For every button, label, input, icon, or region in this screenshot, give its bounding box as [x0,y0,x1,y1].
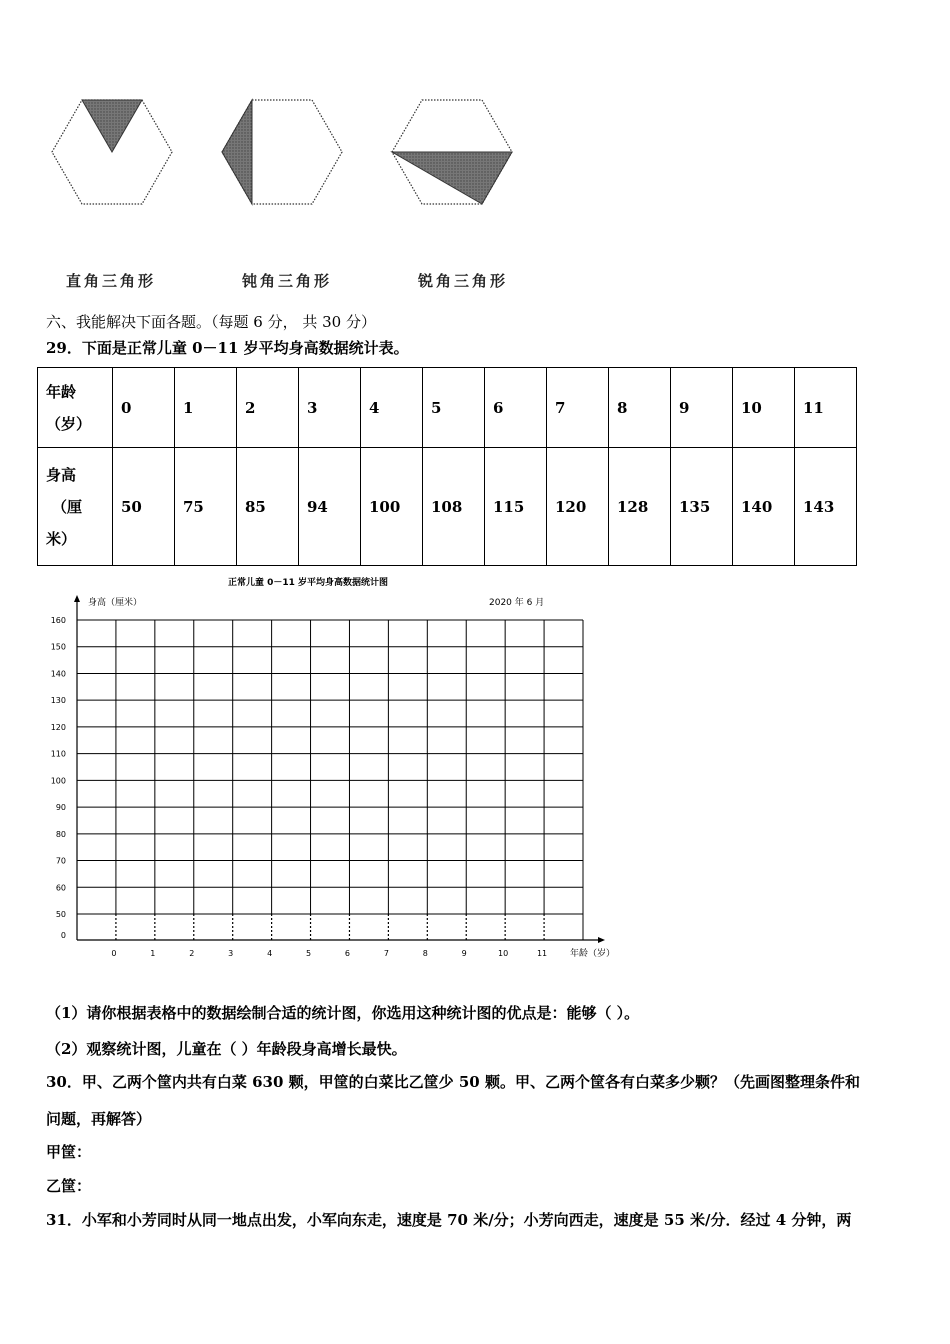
y-tick-label: 60 [55,883,66,893]
question-29-title: 29．下面是正常儿童 0－11 岁平均身高数据统计表。 [46,339,409,357]
table-cell: 94 [299,448,361,566]
y-tick-label: 50 [55,910,66,919]
height-data-table [37,367,857,566]
table-cell: 3 [299,368,361,448]
x-tick-label: 10 [498,949,509,958]
x-tick-label: 0 [111,949,117,958]
question-30-jia: 甲筐： [46,1143,92,1161]
hexagon-acute-triangle [392,100,512,204]
age-header [38,368,113,448]
table-cell: 7 [547,368,609,448]
y-tick-label: 100 [50,776,66,786]
x-tick-label: 11 [536,949,548,958]
hexagon-figures [40,90,540,220]
table-cell: 100 [361,448,423,566]
chart-y-ticks [51,616,66,940]
question-31-line1: 31．小军和小芳同时从同一地点出发，小军向东走，速度是 70 米/分；小芳向西走，速度是 55 米/分．经过 4 分钟，两 [46,1211,852,1229]
y-tick-label: 120 [50,722,66,732]
question-30-line1: 30．甲、乙两个筐内共有白菜 630 颗，甲筐的白菜比乙筐少 50 颗。甲、乙两个筐各有白菜多少颗？（先画图整理条件和 [46,1073,860,1091]
hexagon-obtuse-triangle [222,100,342,204]
chart-x-ticks [111,949,547,958]
y-tick-label: 80 [55,829,66,839]
x-tick-label: 7 [383,949,389,958]
hexagon-label-3: 锐角三角形 [418,272,509,290]
y-tick-label: 0 [60,931,66,940]
table-cell: 4 [361,368,423,448]
x-tick-label: 6 [344,949,351,958]
hexagon-label-1: 直角三角形 [66,272,157,290]
table-cell: 8 [609,368,671,448]
question-29-sub2: （2）观察统计图，儿童在（ ）年龄段身高增长最快。 [46,1040,407,1058]
x-axis-arrow-icon [598,937,605,943]
question-29-sub1: （1）请你根据表格中的数据绘制合适的统计图，你选用这种统计图的优点是：能够（ ）。 [46,1004,640,1022]
table-row-age [38,368,857,448]
x-tick-label: 9 [461,949,467,958]
table-cell: 10 [733,368,795,448]
x-tick-label: 8 [422,949,428,958]
table-cell: 11 [795,368,857,448]
table-row-height [38,448,857,566]
question-30-line2: 问题，再解答） [46,1110,152,1128]
y-tick-label: 160 [50,616,66,625]
x-tick-label: 2 [189,949,195,958]
table-cell: 140 [733,448,795,566]
table-cell: 120 [547,448,609,566]
x-tick-label: 1 [150,949,156,958]
table-cell: 0 [113,368,175,448]
x-tick-label: 3 [228,949,234,958]
y-tick-label: 90 [55,803,66,813]
chart-ylabel: 身高（厘米） [88,598,143,608]
table-cell: 9 [671,368,733,448]
table-cell: 50 [113,448,175,566]
y-tick-label: 140 [50,669,66,679]
hexagon-right-triangle [52,100,172,204]
y-tick-label: 150 [50,642,66,652]
section-heading: 六、我能解决下面各题。（每题 6 分， 共 30 分） [46,313,376,331]
table-cell: 108 [423,448,485,566]
hexagon-label-2: 钝角三角形 [242,272,333,290]
y-axis-arrow-icon [74,595,80,602]
age-header-line2: （岁） [46,414,92,433]
y-tick-label: 130 [50,696,66,706]
question-30-yi: 乙筐： [46,1177,92,1195]
table-cell: 6 [485,368,547,448]
chart-date: 2020 年 6 月 [489,598,545,608]
table-cell: 75 [175,448,237,566]
age-header-line1: 年龄 [46,382,77,401]
x-tick-label: 4 [267,949,273,958]
x-tick-label: 5 [305,949,312,958]
chart-grid [77,620,583,940]
height-header-line2: （厘 [52,497,83,516]
table-cell: 128 [609,448,671,566]
height-header [38,448,113,566]
table-cell: 115 [485,448,547,566]
table-cell: 2 [237,368,299,448]
table-cell: 85 [237,448,299,566]
chart-xlabel: 年龄（岁） [570,949,616,959]
table-cell: 135 [671,448,733,566]
table-cell: 1 [175,368,237,448]
y-tick-label: 70 [55,856,66,866]
height-header-line3: 米） [46,529,77,548]
table-cell: 143 [795,448,857,566]
chart-title: 正常儿童 0－11 岁平均身高数据统计图 [227,578,389,588]
height-line-chart-grid [0,568,650,968]
height-header-line1: 身高 [46,465,77,484]
y-tick-label: 110 [50,749,66,759]
table-cell: 5 [423,368,485,448]
